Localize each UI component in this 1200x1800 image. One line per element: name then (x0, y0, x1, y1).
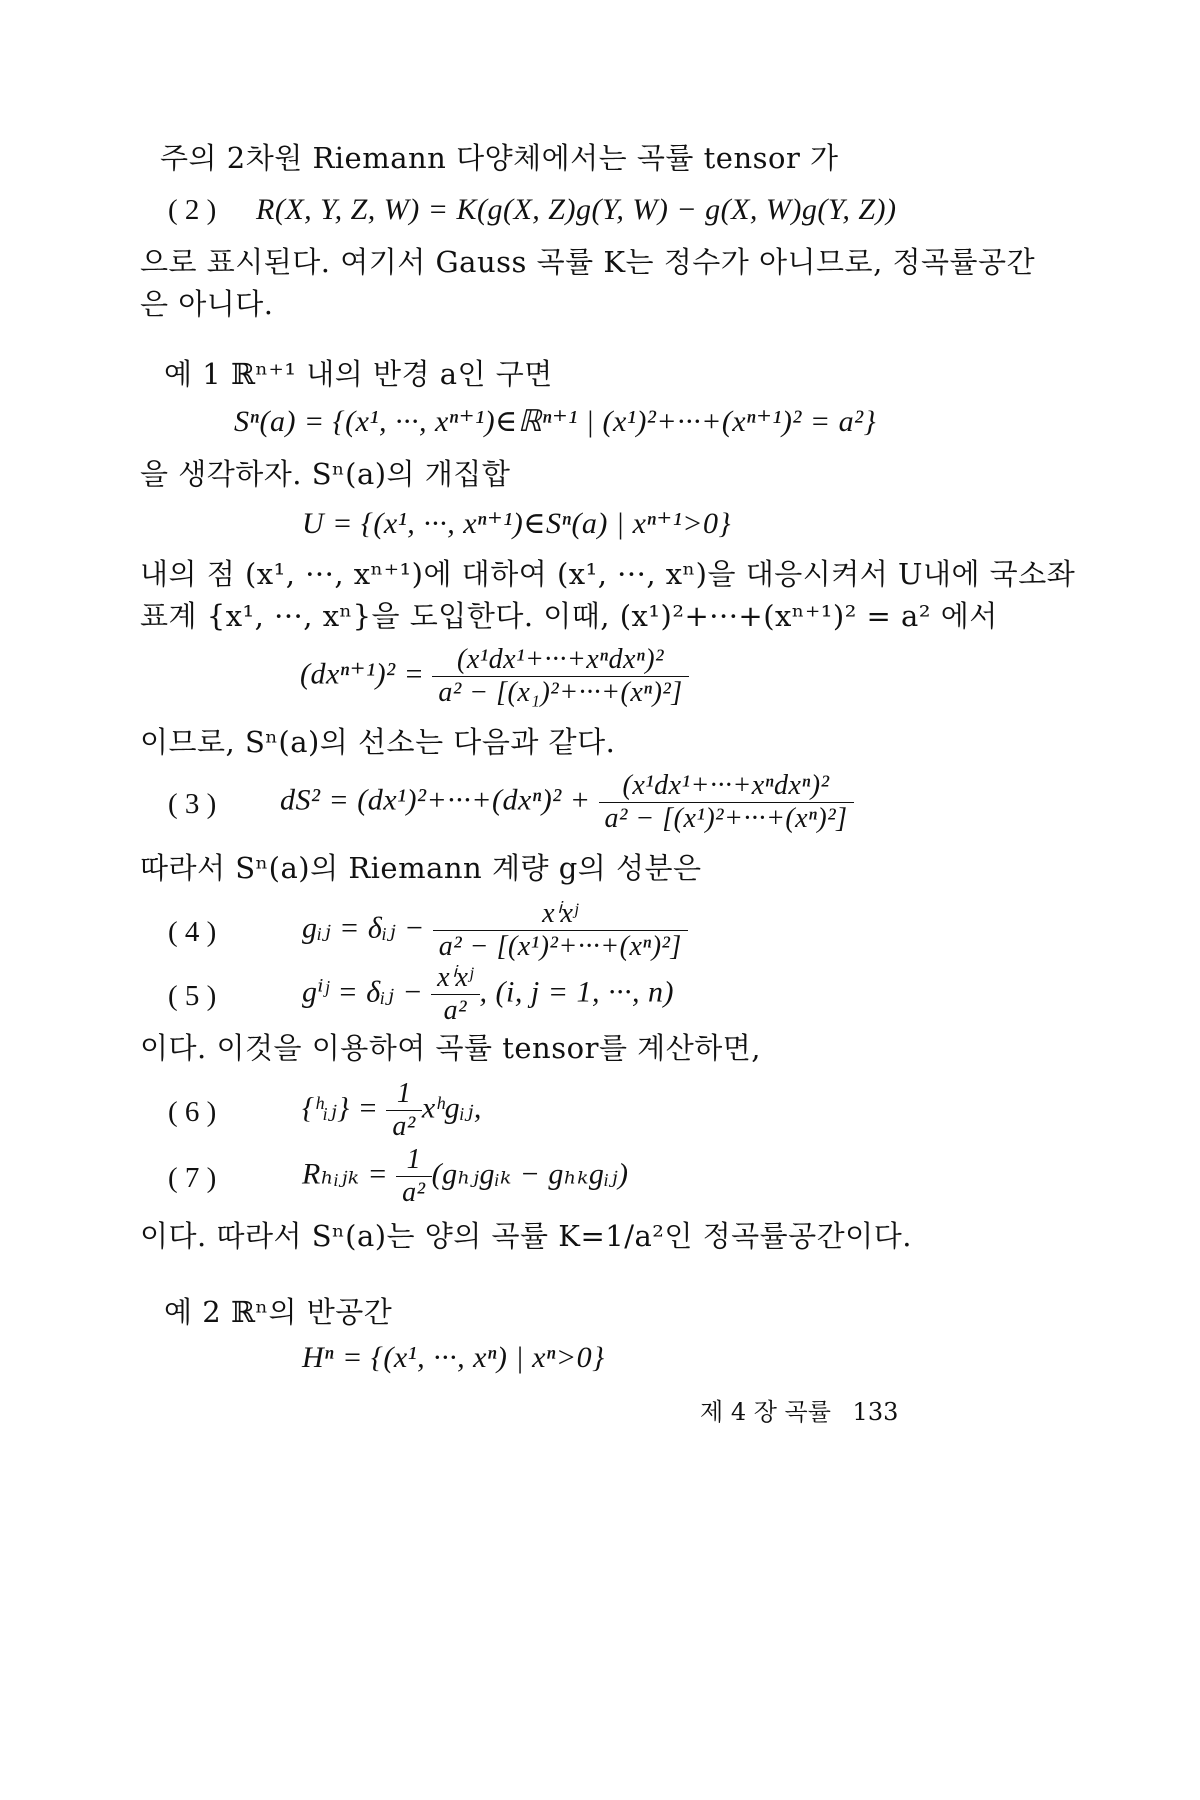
eq4-label: ( 4 ) (168, 916, 217, 948)
eq5-lhs: gⁱʲ = δᵢⱼ − (302, 975, 432, 1009)
eq5-fraction (431, 962, 479, 1027)
eq4-fraction (433, 898, 688, 963)
eq7-lhs: Rₕᵢⱼₖ = (302, 1157, 397, 1191)
example-1-text-2: 내의 점 (x¹, ···, xⁿ⁺¹)에 대하여 (x¹, ···, xⁿ)을 대응시켜서 U내에 국소좌 (140, 557, 1076, 591)
example-1-text-5: 따라서 Sⁿ(a)의 Riemann 계량 g의 성분은 (140, 851, 702, 885)
eq6-denominator: a² (386, 1110, 421, 1143)
note-text-1: 으로 표시된다. 여기서 Gauss 곡률 K는 정수가 아니므로, 정곡률공간 (140, 245, 1036, 279)
eq6-formula (302, 1078, 482, 1143)
dx-denominator: a² − [(x₁)²+···+(xⁿ)²] (432, 676, 688, 709)
eq4-formula (302, 898, 688, 963)
eq7-tail: (gₕⱼgᵢₖ − gₕₖgᵢⱼ) (431, 1157, 629, 1191)
eq6-tail: xʰgᵢⱼ, (421, 1091, 482, 1125)
chapter-title: 제 4 장 곡률 (700, 1398, 831, 1426)
dx-lhs: (dxⁿ⁺¹)² = (300, 657, 433, 691)
eq6-fraction (386, 1078, 421, 1143)
eq3-denominator: a² − [(x¹)²+···+(xⁿ)²] (599, 802, 854, 835)
eq3-numerator: (x¹dx¹+···+xⁿdxⁿ)² (622, 770, 830, 801)
eq3-label: ( 3 ) (168, 788, 217, 820)
eq7-fraction (396, 1144, 431, 1209)
running-footer (700, 1392, 898, 1427)
example-1-text-1: 을 생각하자. Sⁿ(a)의 개집합 (140, 457, 511, 491)
example-2-heading: 예 2 ℝⁿ의 반공간 (164, 1295, 393, 1329)
eq7-label: ( 7 ) (168, 1162, 217, 1194)
example-1-text-3: 표계 {x¹, ···, xⁿ}을 도입한다. 이때, (x¹)²+···+(xⁿ⁺¹)² = a² 에서 (140, 599, 998, 633)
eq5-tail: , (i, j = 1, ···, n) (479, 975, 674, 1009)
eq7-denominator: a² (396, 1176, 431, 1209)
eq5-label: ( 5 ) (168, 980, 217, 1012)
eq7-formula (302, 1144, 629, 1209)
example-1-heading: 예 1 ℝⁿ⁺¹ 내의 반경 a인 구면 (164, 357, 553, 391)
page-number: 133 (852, 1398, 899, 1426)
dx-equation (300, 644, 689, 709)
eq4-denominator: a² − [(x¹)²+···+(xⁿ)²] (433, 930, 688, 963)
eq5-formula (302, 962, 674, 1027)
eq3-fraction (599, 770, 854, 835)
note-text-2: 은 아니다. (140, 287, 274, 321)
open-set-definition: U = {(x¹, ···, xⁿ⁺¹)∈Sⁿ(a) | xⁿ⁺¹>0} (302, 507, 732, 540)
eq3-lhs: dS² = (dx¹)²+···+(dxⁿ)² + (280, 783, 599, 817)
example-1-text-7: 이다. 따라서 Sⁿ(a)는 양의 곡률 K=1/a²인 정곡률공간이다. (140, 1219, 912, 1253)
dx-numerator: (x¹dx¹+···+xⁿdxⁿ)² (457, 644, 664, 675)
eq6-numerator: 1 (396, 1078, 412, 1109)
example-1-text-6: 이다. 이것을 이용하여 곡률 tensor를 계산하면, (140, 1031, 761, 1065)
eq6-label: ( 6 ) (168, 1096, 217, 1128)
eq5-denominator: a² (431, 994, 479, 1027)
eq7-numerator: 1 (406, 1144, 422, 1175)
eq4-numerator: xⁱxʲ (542, 898, 579, 929)
dx-fraction (432, 644, 688, 709)
eq4-lhs: gᵢⱼ = δᵢⱼ − (302, 911, 433, 945)
note-intro: 주의 2차원 Riemann 다양체에서는 곡률 tensor 가 (160, 141, 839, 175)
half-space-definition: Hⁿ = {(x¹, ···, xⁿ) | xⁿ>0} (302, 1341, 605, 1374)
eq5-numerator: xⁱxʲ (437, 962, 474, 993)
eq6-lhs: {ʰᵢⱼ} = (302, 1091, 387, 1125)
example-1-text-4: 이므로, Sⁿ(a)의 선소는 다음과 같다. (140, 725, 616, 759)
eq3-formula (280, 770, 854, 835)
sphere-definition: Sⁿ(a) = {(x¹, ···, xⁿ⁺¹)∈ℝⁿ⁺¹ | (x¹)²+···+(xⁿ⁺¹)² = a²} (234, 405, 877, 438)
eq2-formula: R(X, Y, Z, W) = K(g(X, Z)g(Y, W) − g(X, W)g(Y, Z)) (256, 193, 897, 226)
eq2-label: ( 2 ) (168, 194, 217, 226)
